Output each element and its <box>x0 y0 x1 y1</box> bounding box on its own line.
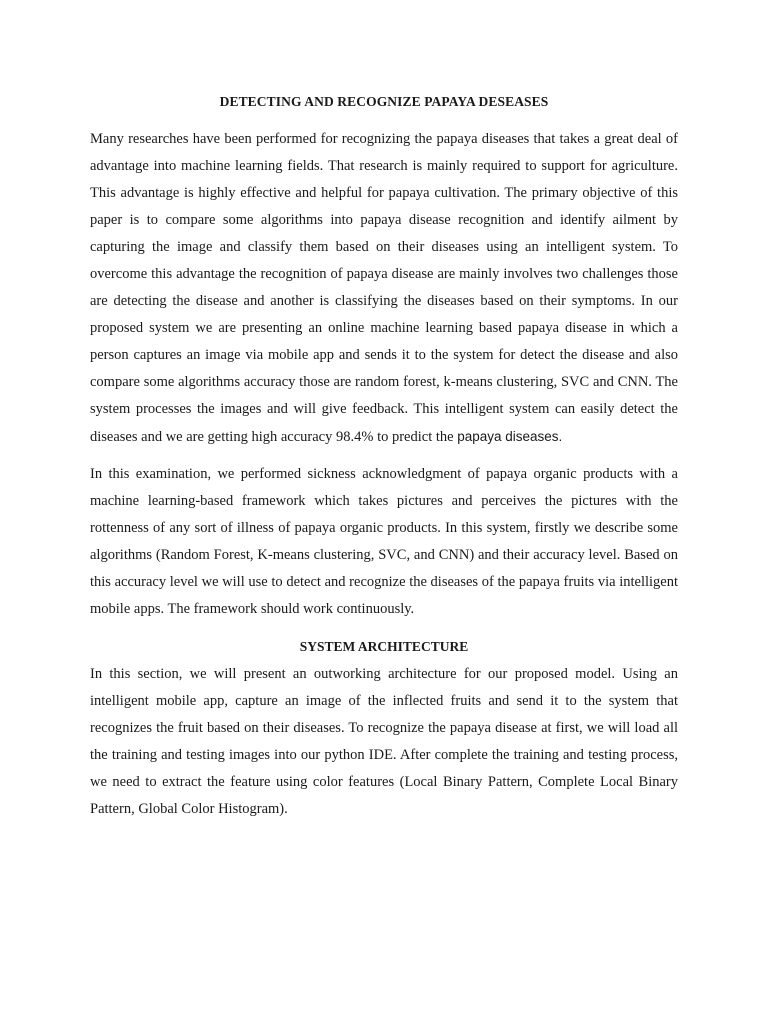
paragraph-examination: In this examination, we performed sickness acknowledgment of papaya organic products with a machine learning-based framework which takes pictures and perceives the pictures with the rottenness of any sort of illness of papaya organic products. In this system, firstly we describe some algorithms (Random Forest, K-means clustering, SVC, and CNN) and their accuracy level. Based on this accuracy level we will use to detect and recognize the diseases of the papaya fruits via intelligent mobile apps. The framework should work continuously. <box>90 466 678 617</box>
paragraph-introduction <box>90 126 678 451</box>
section-title-system-architecture: SYSTEM ARCHITECTURE <box>299 639 469 654</box>
paragraph-system-architecture: In this section, we will present an outworking architecture for our proposed model. Using an intelligent mobile app, capture an image of the inflected fruits and send it to the system that recognizes the fruit based on their diseases. To recognize the papaya disease at first, we will load all the training and testing images into our python IDE. After complete the training and testing process, we need to extract the feature using color features (Local Binary Pattern, Complete Local Binary Pattern, Global Color Histogram). <box>90 666 678 817</box>
paragraph-introduction-tail: papaya diseases. <box>457 429 563 444</box>
paragraph-introduction-text: Many researches have been performed for recognizing the papaya diseases that takes a great deal of advantage into machine learning fields. That research is mainly required to support for agriculture. This advantage is highly effective and helpful for papaya cultivation. The primary objective of this paper is to compare some algorithms into papaya disease recognition and identify ailment by capturing the image and classify them based on their diseases using an intelligent system. To overcome this advantage the recognition of papaya disease are mainly involves two challenges those are detecting the disease and another is classifying the diseases based on their symptoms. In our proposed system we are presenting an online machine learning based papaya disease in which a person captures an image via mobile app and sends it to the system for detect the disease and also compare some algorithms accuracy those are random forest, k-means clustering, SVC and CNN. The system processes the images and will give feedback. This intelligent system can easily detect the diseases and we are getting high accuracy 98.4% to predict the <box>90 131 678 445</box>
document-title: DETECTING AND RECOGNIZE PAPAYA DESEASES <box>219 94 549 109</box>
document-page <box>90 90 678 823</box>
